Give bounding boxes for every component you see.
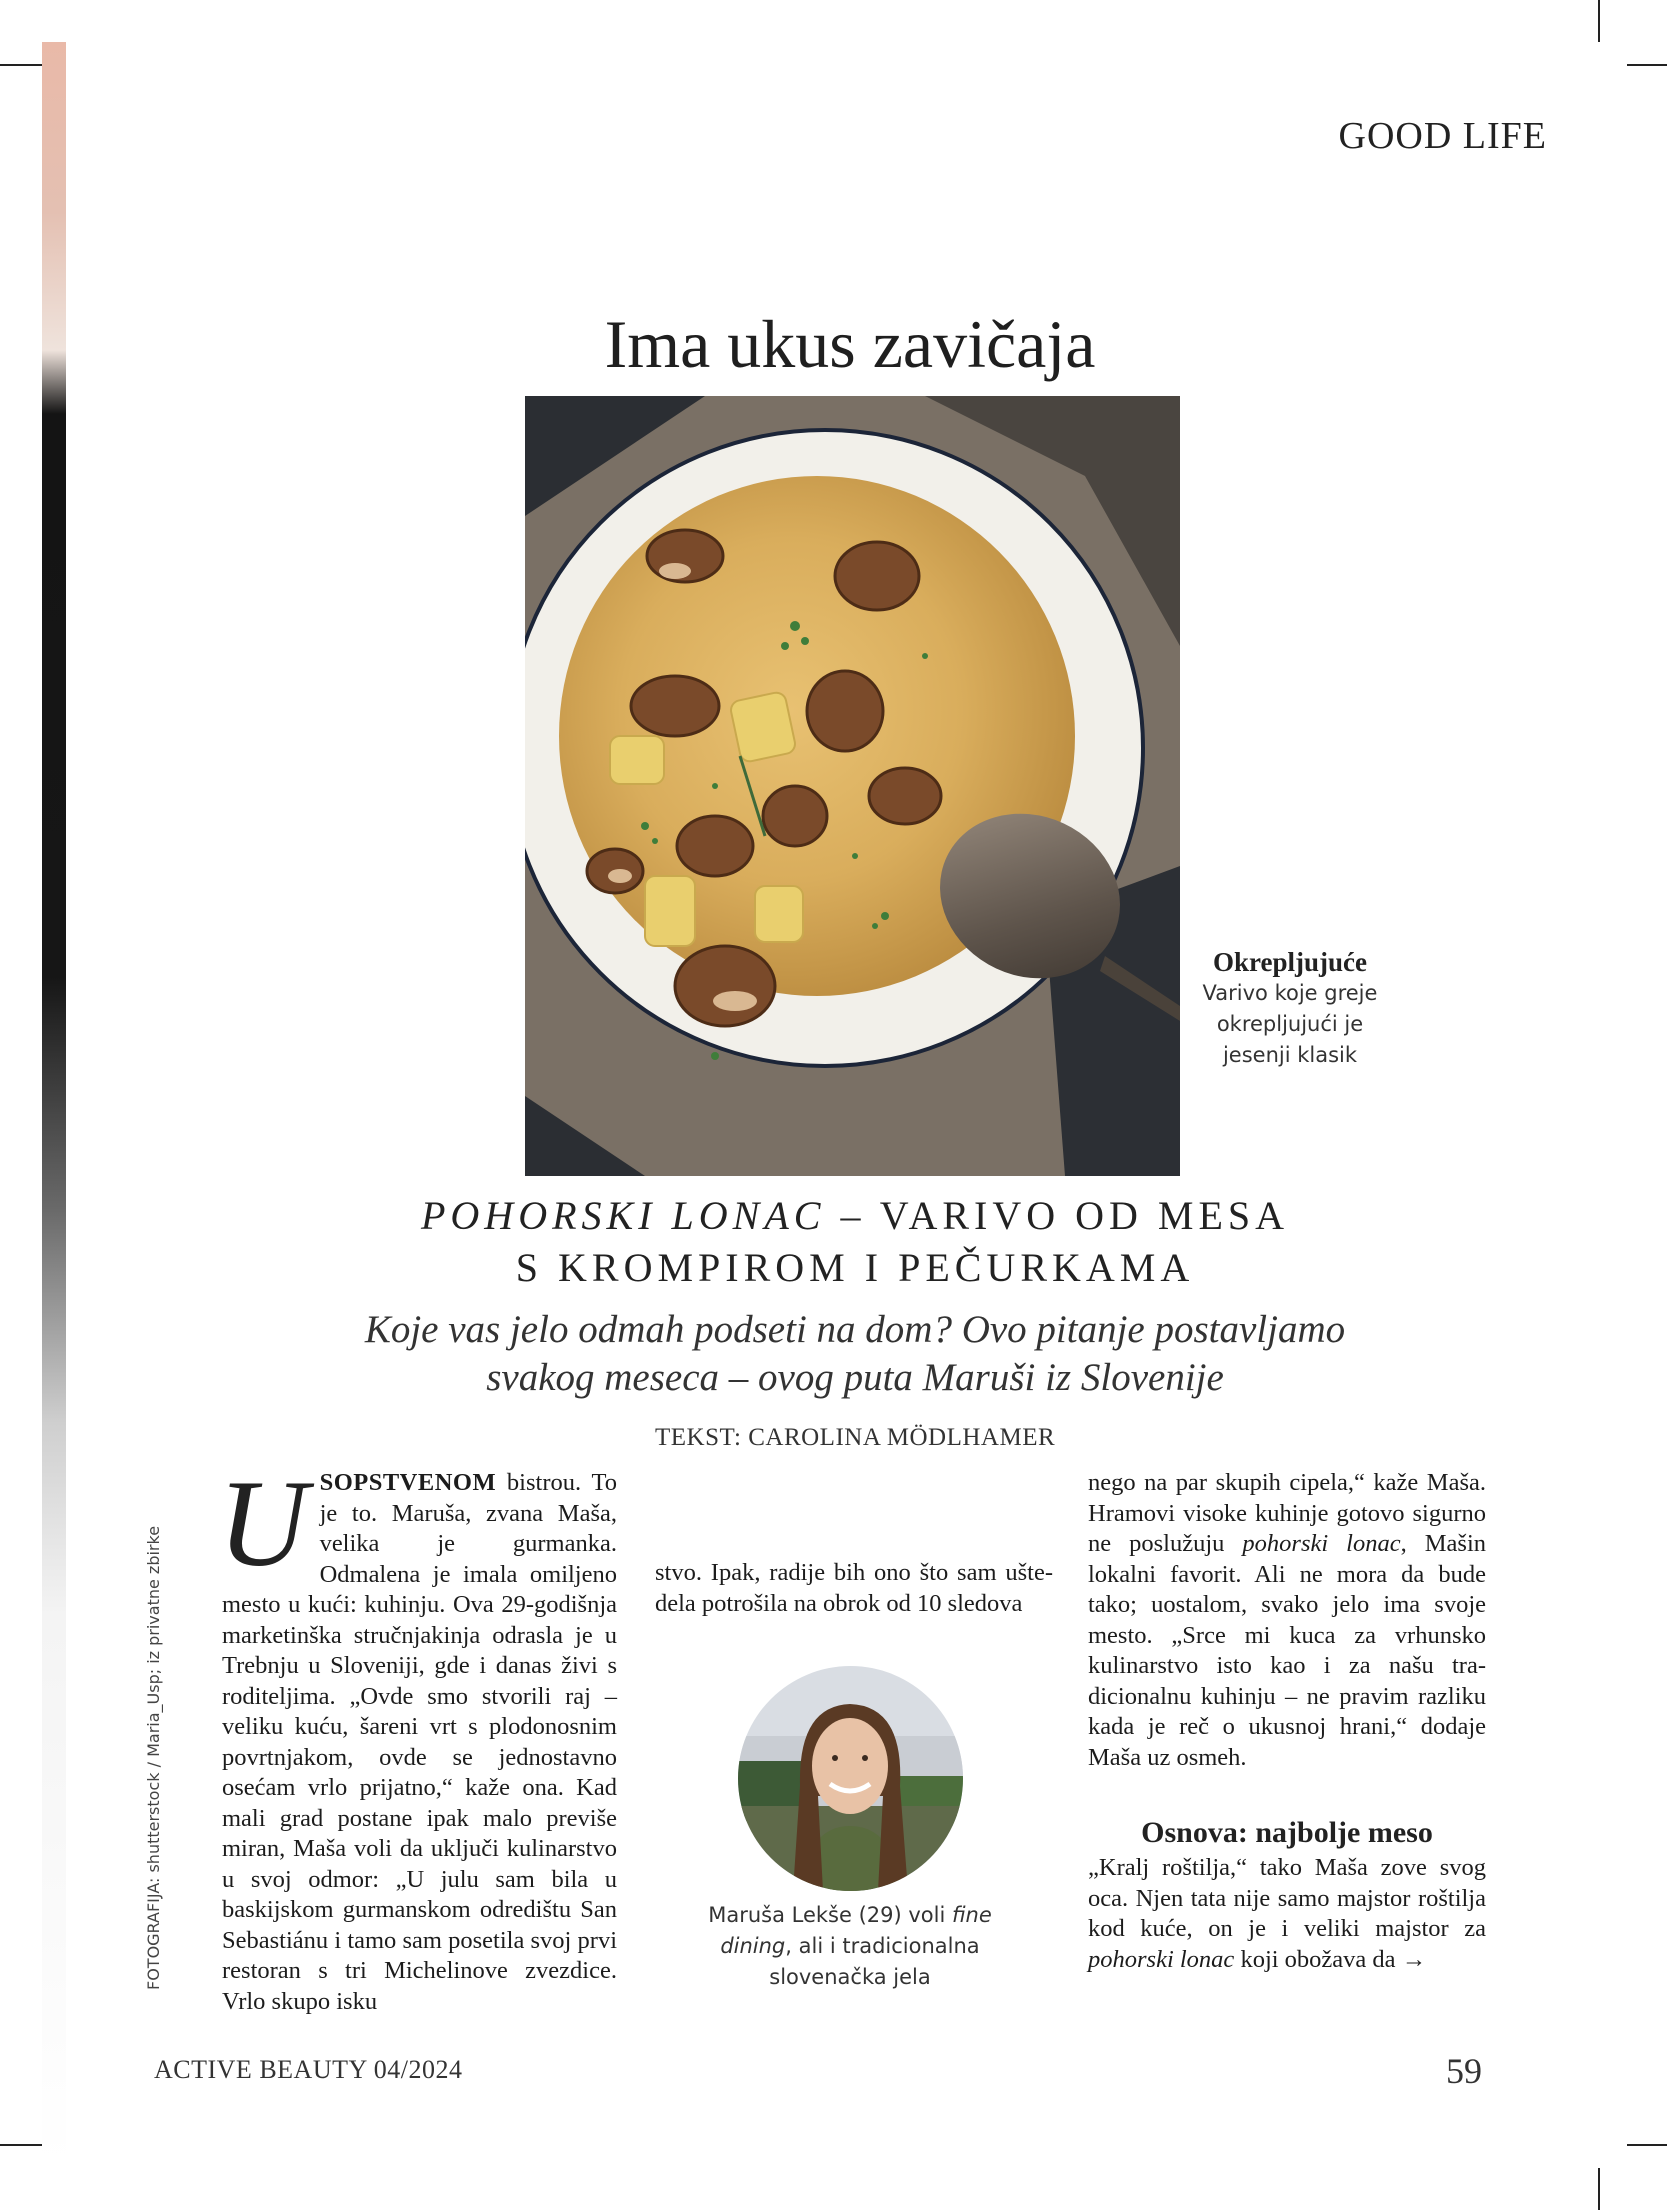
- column-italic: pohorski lonac: [1088, 1945, 1235, 1973]
- byline: TEKST: CAROLINA MÖDLHAMER: [655, 1424, 1056, 1451]
- soup-photo: [525, 396, 1180, 1176]
- article-column-1: [218, 1455, 617, 2017]
- photo-caption-line: Varivo koje greje: [1202, 981, 1378, 1005]
- portrait-caption: [690, 1900, 1010, 1993]
- crop-mark: [1627, 64, 1667, 66]
- recipe-headline: [300, 1190, 1410, 1294]
- column-paragraph: [1088, 1468, 1486, 1773]
- crop-mark: [1598, 2168, 1600, 2210]
- section-tag: GOOD LIFE: [1338, 115, 1547, 157]
- continue-arrow-icon: →: [1401, 1945, 1427, 1973]
- lead-line: Koje vas jelo odmah podseti na dom? Ovo pitanje postavljamo: [364, 1308, 1346, 1351]
- photo-caption: [1185, 947, 1395, 1071]
- column-text: nego na par skupih cipela,“ kaže Maša. Hramovi visoke kuhinje gotovo sigurno ne poslužuju: [1088, 1469, 1486, 1557]
- portrait-caption-text: Maruša Lekše (29) voli: [708, 1903, 952, 1927]
- lead-paragraph: [300, 1306, 1410, 1402]
- drop-cap: U: [218, 1455, 308, 1592]
- subheading: Osnova: najbolje meso: [1141, 1816, 1433, 1849]
- column-paragraph: [1088, 1853, 1486, 1975]
- headline-line2: S KROMPIROM I PEČURKAMA: [515, 1245, 1195, 1290]
- page-number: 59: [1446, 2051, 1482, 2091]
- article-column-3: [1088, 1468, 1486, 1975]
- crop-mark: [0, 2144, 44, 2146]
- article-column-2: [655, 1558, 1053, 1619]
- photo-caption-line: okrepljujući je: [1216, 1012, 1364, 1036]
- lead-caps: SOPSTVENOM: [319, 1469, 497, 1496]
- portrait-photo: [738, 1666, 963, 1891]
- portrait-caption-italic: fine dining: [720, 1903, 992, 1958]
- column-text: bistrou. To je to. Maruša, zvana Maša, velika je gurmanka. Odmalena je imala omiljeno mesto u kući: kuhinju. Ova 29-godišnja marketinška stručnjakinja odrasla je u Trebnju u Sloveniji, gde i danas živi s roditeljima. „Ovde smo stvorili raj – veliku kuću, šareni vrt s plodonosnim povrtnjakom, ovde se jednostavno osećam vrlo prijatno,“ kaže ona. Kad mali grad postane ipak malo previše miran, Maša voli da uključi kulinarstvo u svoj odmor: „U julu sam bila u baskijskom gurmanskom odredištu San Sebastiánu i tamo sam posetila svoj prvi restoran s tri Michelinove zvezdice. Vrlo skupo isku: [222, 1469, 617, 2015]
- column-text: koji obožava da: [1234, 1945, 1402, 1973]
- column-text: , Mašin lokalni favorit. Ali ne mora da bude tako; uostalom, svako jelo ima svoje mesto. „Srce mi kuca za vrhunsko kulinarstvo isto kao i za našu tradicionalnu kuhinju – ne pravim razliku kada je reč o ukusnoj hrani,“ dodaje Maša uz osmeh.: [1088, 1530, 1487, 1771]
- column-text: stvo. Ipak, radije bih ono što sam uštedela potrošila na obrok od 10 sledova: [655, 1559, 1053, 1617]
- photo-caption-line: jesenji klasik: [1222, 1043, 1358, 1067]
- column-text: „Kralj roštilja,“ tako Maša zove svog oca. Njen tata nije samo majstor roštilja kod kuće, on je i veliki majstor za: [1088, 1854, 1486, 1942]
- photo-caption-title: Okrepljujuće: [1213, 947, 1367, 977]
- lead-line: svakog meseca – ovog puta Maruši iz Slovenije: [486, 1356, 1224, 1399]
- headline-italic: POHORSKI LONAC: [420, 1193, 826, 1238]
- crop-mark: [1627, 2144, 1667, 2146]
- magazine-issue: ACTIVE BEAUTY 04/2024: [154, 2055, 463, 2084]
- crop-mark: [1598, 0, 1600, 42]
- page-title: Ima ukus zavičaja: [604, 306, 1096, 382]
- crop-mark: [0, 64, 44, 66]
- portrait-caption-text: , ali i tradicionalna slovenačka jela: [769, 1934, 980, 1989]
- column-italic: pohorski lonac: [1242, 1530, 1401, 1557]
- photo-credit: FOTOGRAFIJA: shutterstock / Maria_Usp; iz privatne zbirke: [144, 1525, 163, 1990]
- headline-rest: – VARIVO OD MESA: [825, 1193, 1290, 1238]
